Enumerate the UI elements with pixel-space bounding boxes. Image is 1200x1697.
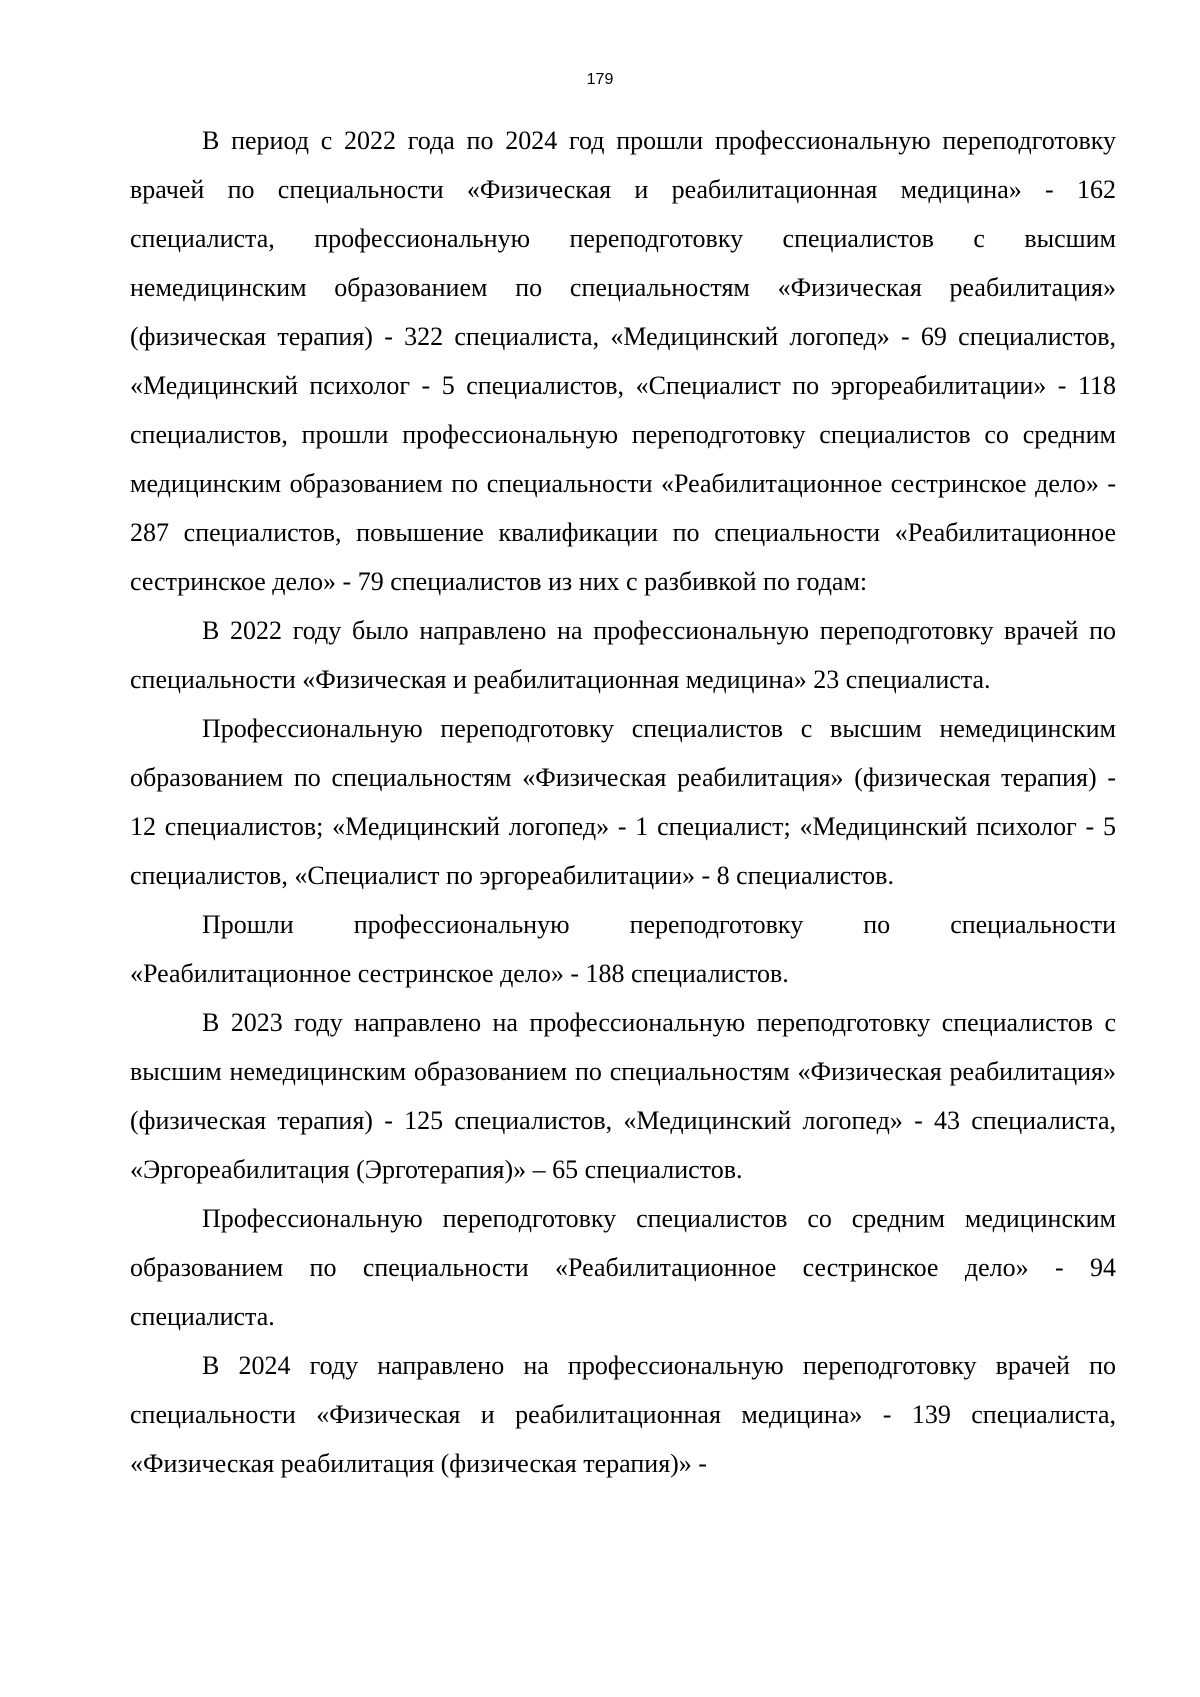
paragraph-2022-non-medical: Профессиональную переподготовку специалистов с высшим немедицинским образованием по специальностям «Физическая реабилитация» (физическая терапия) - 12 специалистов; «Медицинский логопед» - 1 специалист; «Медицинский психолог - 5 специалистов, «Специалист по эргореабилитации» - 8 специалистов. [130,714,1116,890]
document-body [130,116,1116,1488]
paragraph-2024-physicians: В 2024 году направлено на профессиональную переподготовку врачей по специальности «Физическая и реабилитационная медицина» - 139 специалиста, «Физическая реабилитация (физическая терапия)» - [130,1351,1116,1478]
paragraph-2023-non-medical: В 2023 году направлено на профессиональную переподготовку специалистов с высшим немедицинским образованием по специальностям «Физическая реабилитация» (физическая терапия) - 125 специалистов, «Медицинский логопед» - 43 специалиста, «Эргореабилитация (Эрготерапия)» – 65 специалистов. [130,1008,1116,1184]
paragraph-summary-2022-2024: В период с 2022 года по 2024 год прошли профессиональную переподготовку врачей по специальности «Физическая и реабилитационная медицина» - 162 специалиста, профессиональную переподготовку специалистов с высшим немедицинским образованием по специальностям «Физическая реабилитация» (физическая терапия) - 322 специалиста, «Медицинский логопед» - 69 специалистов, «Медицинский психолог - 5 специалистов, «Специалист по эргореабилитации» - 118 специалистов, прошли профессиональную переподготовку специалистов со средним медицинским образованием по специальности «Реабилитационное сестринское дело» - 287 специалистов, повышение квалификации по специальности «Реабилитационное сестринское дело» - 79 специалистов из них с разбивкой по годам: [130,126,1116,596]
paragraph-2022-physicians: В 2022 году было направлено на профессиональную переподготовку врачей по специальности «Физическая и реабилитационная медицина» 23 специалиста. [130,616,1116,694]
paragraph-2023-nursing: Профессиональную переподготовку специалистов со средним медицинским образованием по специальности «Реабилитационное сестринское дело» - 94 специалиста. [130,1204,1116,1331]
page-number: 179 [586,71,614,88]
paragraph-2022-nursing: Прошли профессиональную переподготовку по специальности «Реабилитационное сестринское дело» - 188 специалистов. [130,910,1116,988]
